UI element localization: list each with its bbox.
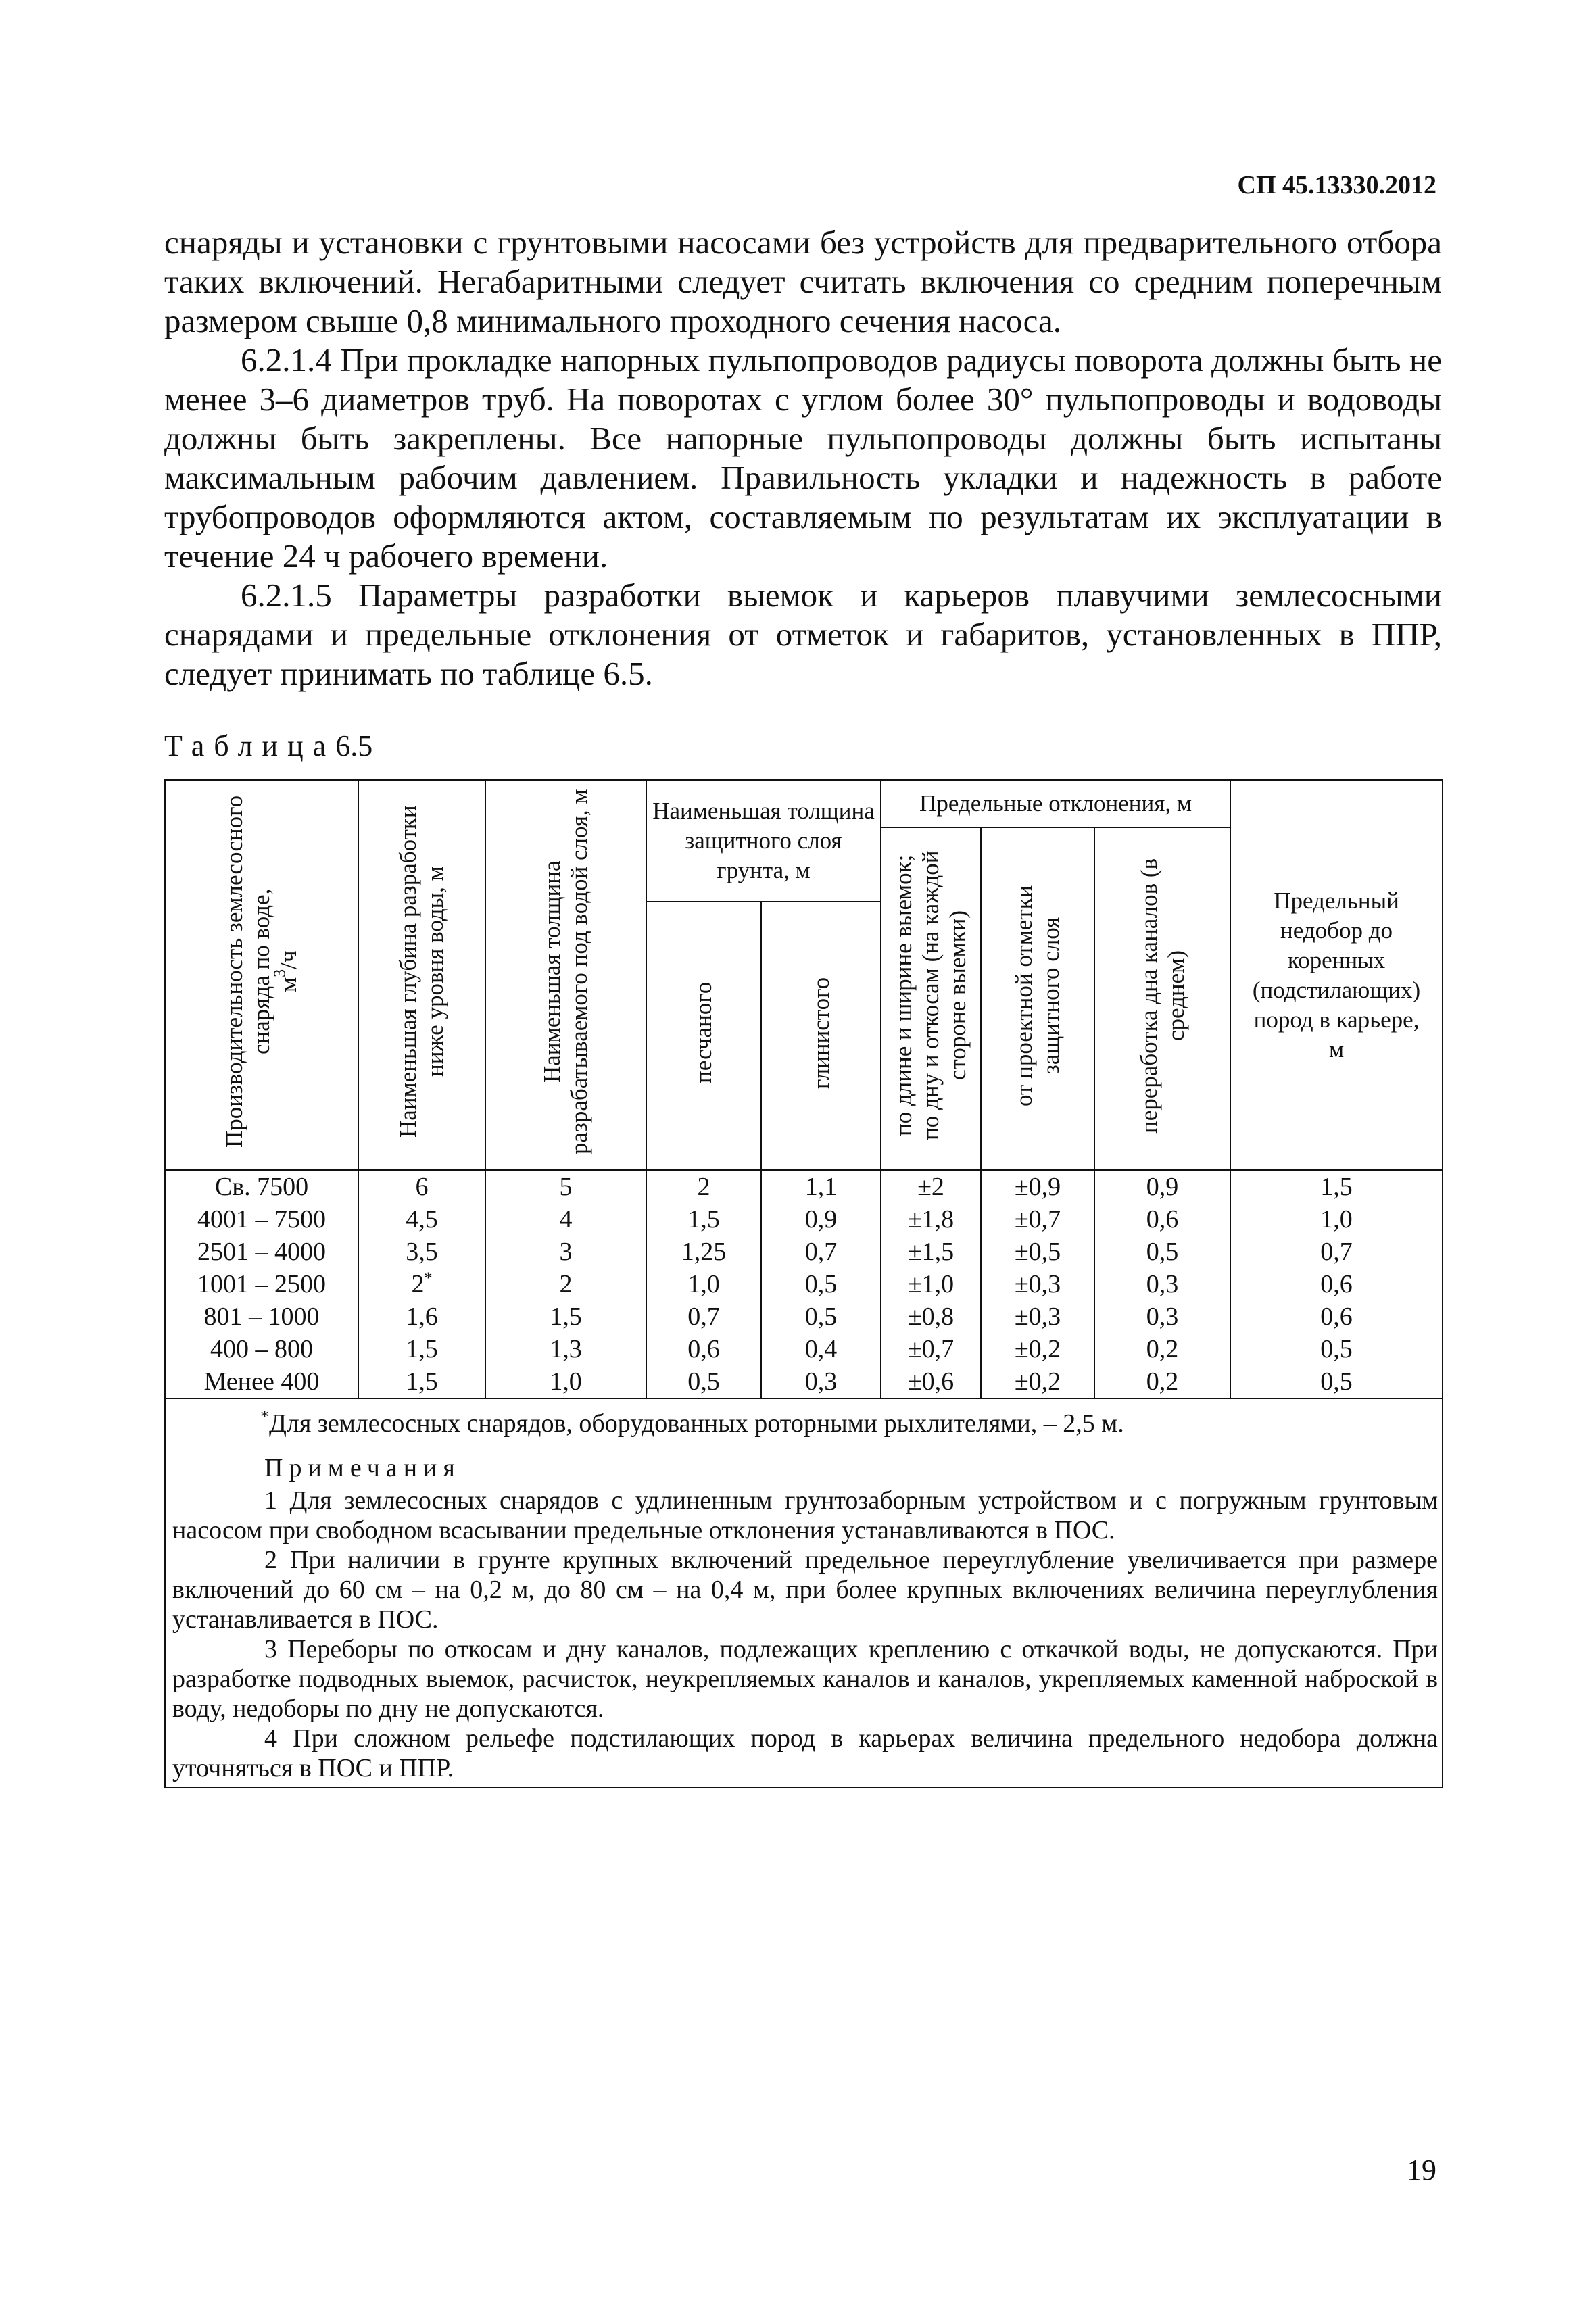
cell: 0,5	[1320, 1367, 1353, 1396]
cell: ±2	[917, 1173, 944, 1201]
header-deviations: Предельные отклонения, м	[881, 780, 1230, 827]
cell: 2	[697, 1173, 710, 1201]
header-productivity: Производительность землесосного снаряда по воде, $м^3/ч$	[165, 780, 358, 1170]
cell: 1,0	[1320, 1205, 1353, 1234]
cell: 0,6	[687, 1335, 720, 1363]
column-overdig	[1094, 1170, 1230, 1398]
cell: ±0,6	[907, 1367, 954, 1396]
header-dev-length: по длине и ширине выемок; по дну и откосам (на каждой стороне выемки)	[881, 827, 981, 1170]
column-clayey	[761, 1170, 881, 1398]
cell: 4001 – 7500	[197, 1205, 326, 1234]
cell: ±0,5	[1014, 1238, 1061, 1266]
cell: 1,3	[550, 1335, 582, 1363]
header-clayey: глинистого	[761, 902, 881, 1170]
cell: 0,5	[687, 1367, 720, 1396]
paragraph: 6.2.1.4 При прокладке напорных пульпопроводов радиусы поворота должны быть не менее 3–6 диаметров труб. На поворотах с углом более 30° пульпопроводы и водоводы должны быть закреплены. Все напорные пульпопроводы должны быть испытаны максимальным рабочим давлением. Правильность укладки и надежность в работе трубопроводов оформляются актом, составляемым по результатам их эксплуатации в течение 24 ч рабочего времени.	[164, 341, 1442, 575]
paragraph: 6.2.1.5 Параметры разработки выемок и карьеров плавучими землесосными снарядами и предельные отклонения от отметок и габаритов, установленных в ППР, следует принимать по таблице 6.5.	[164, 577, 1442, 692]
cell: 0,4	[804, 1335, 838, 1363]
cell: ±0,8	[907, 1302, 954, 1331]
cell: 0,9	[1146, 1173, 1179, 1201]
cell: 0,5	[1146, 1238, 1179, 1266]
cell: 0,6	[1320, 1302, 1353, 1331]
cell: ±1,8	[907, 1205, 954, 1234]
header-min-depth: Наименьшая глубина разработки ниже уровня воды, м	[358, 780, 485, 1170]
cell: 6	[415, 1173, 429, 1201]
header-min-thickness: Наименьшая толщина разрабатываемого под водой слоя, м	[485, 780, 646, 1170]
cell: 0,3	[1146, 1302, 1179, 1331]
cell: ±0,7	[907, 1335, 954, 1363]
column-dev-mark	[981, 1170, 1094, 1398]
cell: 0,5	[804, 1302, 838, 1331]
cell: 0,2	[1146, 1335, 1179, 1363]
column-sandy	[646, 1170, 761, 1398]
cell: ±1,0	[907, 1270, 954, 1298]
cell: 0,3	[804, 1367, 838, 1396]
cell: 4,5	[406, 1205, 438, 1234]
document-code: СП 45.13330.2012	[1237, 171, 1436, 199]
cell: 0,9	[804, 1205, 838, 1234]
cell: 1,5	[687, 1205, 720, 1234]
cell: ±1,5	[907, 1238, 954, 1266]
cell: 5	[559, 1173, 573, 1201]
cell: ±0,2	[1014, 1335, 1061, 1363]
note: 1 Для землесосных снарядов с удлиненным грунтозаборным устройством и с погружным грунтовым насосом при свободном всасывании предельные отклонения устанавливаются в ПОС.	[172, 1486, 1438, 1544]
cell: 1,1	[804, 1173, 838, 1201]
page-number: 19	[1407, 2153, 1436, 2187]
header-sandy: песчаного	[646, 902, 761, 1170]
cell: 0,3	[1146, 1270, 1179, 1298]
note: 4 При сложном рельефе подстилающих пород в карьерах величина предельного недобора должна уточняться в ПОС и ППР.	[172, 1724, 1438, 1782]
notes-title: Примечания	[264, 1454, 461, 1482]
cell: 0,7	[804, 1238, 838, 1266]
table-caption-number: 6.5	[335, 729, 373, 762]
note: 2 При наличии в грунте крупных включений предельное переуглубление увеличивается при размере включений до 60 см – на 0,2 м, до 80 см – на 0,4 м, при более крупных включениях величина переуглубления устанавливается в ПОС.	[172, 1546, 1438, 1634]
cell: 1,6	[406, 1302, 438, 1331]
note: 3 Переборы по откосам и дну каналов, подлежащих креплению с откачкой воды, не допускаются. При разработке подводных выемок, расчисток, неукрепляемых каналов и каналов, укрепляемых каменной наброской в воду, недоборы по дну не допускаются.	[172, 1635, 1438, 1723]
cell: 1001 – 2500	[197, 1270, 326, 1298]
cell: 0,7	[687, 1302, 720, 1331]
cell: 0,5	[804, 1270, 838, 1298]
cell: 3,5	[406, 1238, 438, 1266]
cell: 0,2	[1146, 1367, 1179, 1396]
body-text	[164, 223, 1442, 693]
header-dev-design-mark: от проектной отметки защитного слоя	[981, 827, 1094, 1170]
cell: 2501 – 4000	[197, 1238, 326, 1266]
table-caption-word: Таблица	[164, 729, 336, 762]
cell: ±0,9	[1014, 1173, 1061, 1201]
footnote: *Для землесосных снарядов, оборудованных роторными рыхлителями, – 2,5 м.	[260, 1407, 1124, 1438]
cell: ±0,7	[1014, 1205, 1061, 1234]
cell: 1,5	[550, 1302, 582, 1331]
column-dev-length	[881, 1170, 981, 1398]
cell: 1,5	[406, 1335, 438, 1363]
cell: 2*	[411, 1269, 433, 1298]
cell: ±0,3	[1014, 1302, 1061, 1331]
table-notes	[165, 1398, 1443, 1788]
footnote-mark: *	[260, 1407, 269, 1427]
column-underdig	[1230, 1170, 1443, 1398]
cell: 0,6	[1320, 1270, 1353, 1298]
cell: ±0,3	[1014, 1270, 1061, 1298]
cell: 1,0	[550, 1367, 582, 1396]
cell: 801 – 1000	[203, 1302, 320, 1331]
column-thickness	[485, 1170, 646, 1398]
cell: Менее 400	[203, 1367, 320, 1396]
cell: 3	[559, 1238, 573, 1266]
header-dev-overdig: переработка дна каналов (в среднем)	[1094, 827, 1230, 1170]
footnote-mark: *	[424, 1269, 433, 1288]
cell: 0,5	[1320, 1335, 1353, 1363]
cell: Св. 7500	[214, 1173, 309, 1201]
header-protective-layer: Наименьшая толщина защитного слоя грунта, м	[646, 780, 881, 902]
column-productivity	[165, 1170, 358, 1398]
cell: ±0,2	[1014, 1367, 1061, 1396]
cell: 1,25	[681, 1238, 727, 1266]
cell: 2	[559, 1270, 573, 1298]
parameters-table	[164, 779, 1443, 1788]
cell: 1,5	[1320, 1173, 1353, 1201]
header-underdig: Предельный недобор до коренных (подстилающих) пород в карьере, м	[1230, 780, 1443, 1170]
cell: 0,7	[1320, 1238, 1353, 1266]
cell: 1,0	[687, 1270, 720, 1298]
cell: 400 – 800	[210, 1335, 313, 1363]
paragraph: снаряды и установки с грунтовыми насосами без устройств для предварительного отбора таких включений. Негабаритными следует считать включения со средним поперечным размером свыше 0,8 минимального проходного сечения насоса.	[164, 224, 1442, 339]
cell: 1,5	[406, 1367, 438, 1396]
cell: 0,6	[1146, 1205, 1179, 1234]
table-caption	[164, 729, 372, 763]
cell: 4	[559, 1205, 573, 1234]
column-depth	[358, 1170, 485, 1398]
